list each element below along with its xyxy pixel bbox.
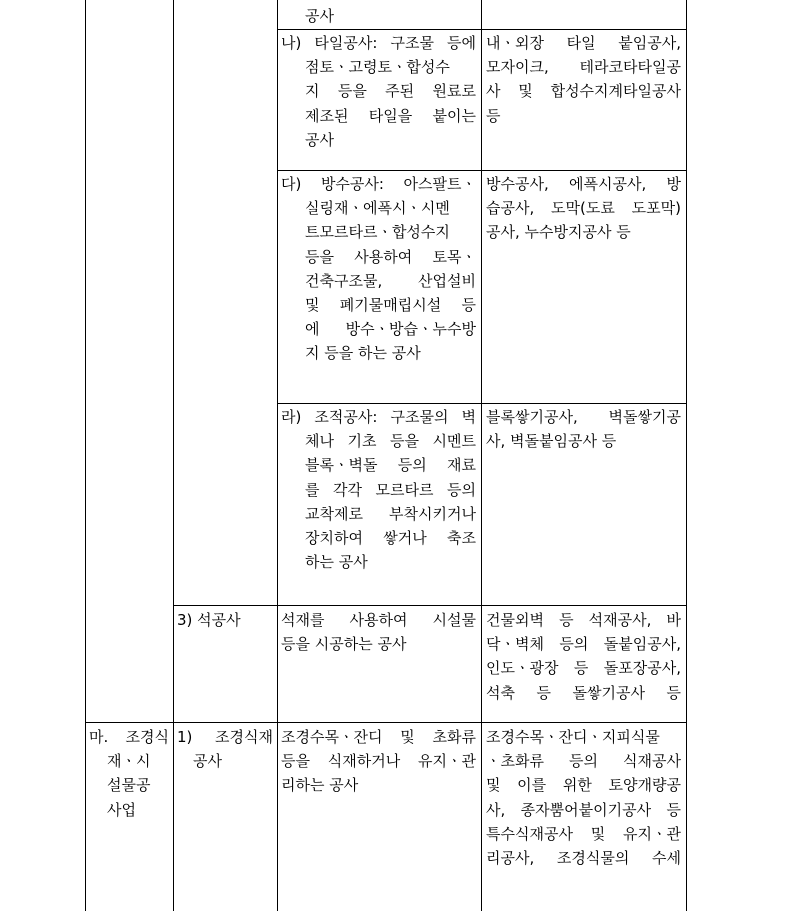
row-divider xyxy=(277,29,687,30)
desc-line: 조경수목ㆍ잔디 및 초화류 xyxy=(281,728,476,746)
example-line: ㆍ초화류 등의 식재공사 xyxy=(486,752,681,771)
example-line: 건물외벽 등 석재공사, 바 xyxy=(486,611,681,629)
example-line: 특수식재공사 및 유지ㆍ관 xyxy=(486,824,681,843)
table-row-desc xyxy=(281,31,476,152)
desc-line: 점토ㆍ고령토ㆍ합성수 xyxy=(305,58,450,77)
table-row-desc xyxy=(281,405,476,574)
desc-line: 제조된 타일을 붙이는 xyxy=(305,106,476,125)
table-row-examples xyxy=(486,31,681,128)
example-line: 조경수목ㆍ잔디ㆍ지피식물 xyxy=(486,728,660,746)
desc-line: 등을 식재하거나 유지ㆍ관 xyxy=(281,752,476,771)
desc-line: 에 방수ㆍ방습ㆍ누수방 xyxy=(305,320,476,339)
example-line: 리공사, 조경식물의 수세 xyxy=(486,849,681,868)
desc-line: 공사 xyxy=(305,7,334,25)
desc-line: 체나 기초 등을 시멘트 xyxy=(305,432,476,451)
desc-line: 지 등을 주된 원료로 xyxy=(305,82,476,101)
example-line: 내ㆍ외장 타일 붙임공사, xyxy=(486,34,681,52)
desc-line: 블록ㆍ벽돌 등의 재료 xyxy=(305,456,476,475)
example-line: 사, 벽돌붙임공사 등 xyxy=(486,432,617,451)
table-row-examples xyxy=(486,172,681,245)
table-row xyxy=(281,4,476,28)
example-line: 방수공사, 에폭시공사, 방 xyxy=(486,175,681,193)
table-row-subcategory xyxy=(177,608,273,632)
desc-line: 트모르타르ㆍ합성수지 xyxy=(305,223,450,242)
row-divider xyxy=(277,170,687,171)
desc-line: 하는 공사 xyxy=(305,553,368,572)
desc-line: 라) 조적공사: 구조물의 벽 xyxy=(281,408,476,426)
desc-line: 및 폐기물매립시설 등 xyxy=(305,296,476,315)
example-line: 모자이크, 테라코타타일공 xyxy=(486,58,681,77)
table-border-col2 xyxy=(173,0,174,911)
example-line: 등 xyxy=(486,106,501,125)
desc-line: 다) 방수공사: 아스팔트ㆍ xyxy=(281,175,476,193)
desc-line: 실링재ㆍ에폭시ㆍ시멘 xyxy=(305,199,450,218)
table-border-col3 xyxy=(277,0,278,911)
example-line: 및 이를 위한 토양개량공 xyxy=(486,776,681,795)
category-line: 설물공 xyxy=(107,776,151,795)
desc-line: 석재를 사용하여 시설물 xyxy=(281,611,476,629)
example-line: 석축 등 돌쌓기공사 등 xyxy=(486,683,681,702)
desc-line: 장치하여 쌓거나 축조 xyxy=(305,529,476,548)
table-border-col4 xyxy=(481,0,482,911)
desc-line: 공사 xyxy=(305,130,334,149)
category-line: 사업 xyxy=(107,800,136,819)
row-divider xyxy=(277,403,687,404)
table-row-category xyxy=(89,725,169,822)
desc-line: 나) 타일공사: 구조물 등에 xyxy=(281,34,476,52)
desc-line: 를 각각 모르타르 등의 xyxy=(305,480,476,499)
example-line: 닥ㆍ벽체 등의 돌붙임공사, xyxy=(486,635,681,654)
desc-line: 지 등을 하는 공사 xyxy=(305,344,421,363)
table-row-desc xyxy=(281,608,476,656)
table-border-left xyxy=(85,0,86,911)
table-row-examples xyxy=(486,608,681,705)
table-border-right xyxy=(686,0,687,911)
row-divider xyxy=(85,722,687,723)
table-row-subcategory xyxy=(177,725,273,773)
desc-line: 등을 사용하여 토목ㆍ xyxy=(305,247,476,266)
category-line: 마. 조경식 xyxy=(89,728,169,746)
category-line: 재ㆍ시 xyxy=(107,752,151,771)
desc-line: 건축구조물, 산업설비 xyxy=(305,271,476,290)
table-row-examples xyxy=(486,405,681,453)
example-line: 사 및 합성수지계타일공사 xyxy=(486,82,681,101)
table-row-desc xyxy=(281,172,476,366)
subcategory-line: 공사 xyxy=(193,752,222,771)
desc-line: 등을 시공하는 공사 xyxy=(281,635,407,654)
example-line: 블록쌓기공사, 벽돌쌓기공 xyxy=(486,408,681,426)
desc-line: 교착제로 부착시키거나 xyxy=(305,504,476,523)
example-line: 습공사, 도막(도료 도포막) xyxy=(486,199,681,218)
example-line: 공사, 누수방지공사 등 xyxy=(486,223,631,242)
row-divider xyxy=(173,605,687,606)
example-line: 사, 종자뿜어붙이기공사 등 xyxy=(486,800,681,819)
table-row-examples xyxy=(486,725,681,870)
table-row-desc xyxy=(281,725,476,798)
subcategory-line: 1) 조경식재 xyxy=(177,728,273,746)
example-line: 인도ㆍ광장 등 돌포장공사, xyxy=(486,659,681,678)
subcategory-label: 3) 석공사 xyxy=(177,611,241,629)
desc-line: 리하는 공사 xyxy=(281,776,359,795)
